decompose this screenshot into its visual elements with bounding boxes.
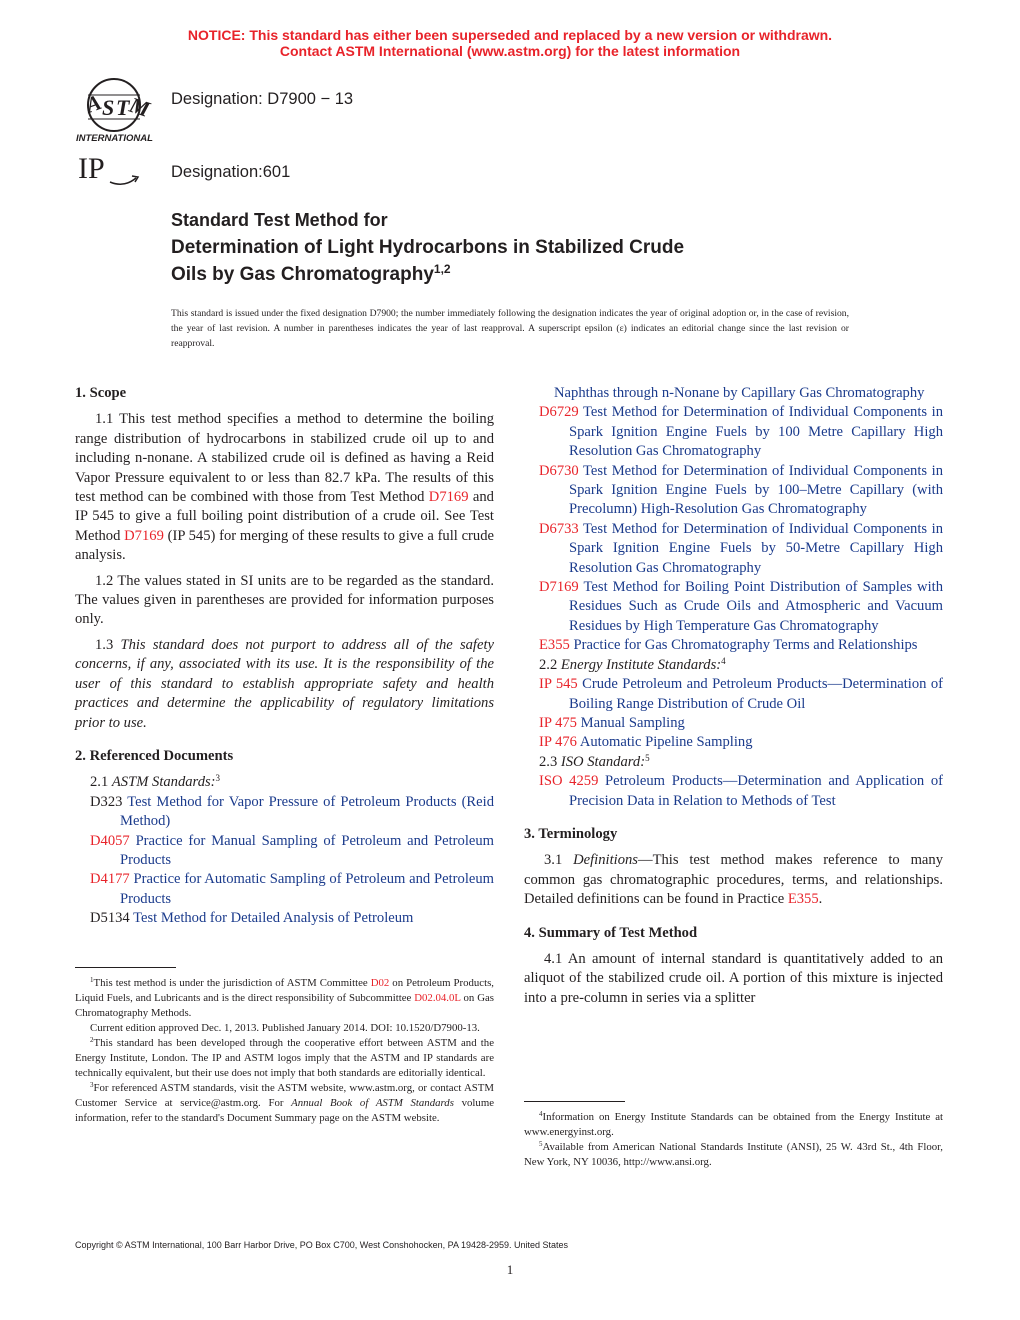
terminology-para-3-1: 3.1 Definitions—This test method makes reference to many common gas chromatographic procedures, terms, and relationships. Detailed definitions can be found in Practice E355. [524,852,944,908]
footnote-2: $^2$This standard has been developed through the cooperative effort between ASTM and the Energy Institute, London. The IP and ASTM logos imply that the ASTM and IP standards are technically equivalent, but their use does not imply that both standards are editorially identical. [75,1036,494,1079]
link-d7169-2[interactable]: D7169 [124,527,164,544]
link-d6730[interactable]: Test Method for Determination of Individual Components in Spark Ignition Engine Fuels by 100–Metre Capillary (with Precolumn) High-Resolution Gas Chromatography [569,462,943,518]
link-e355[interactable]: Practice for Gas Chromatography Terms and Relationships [573,637,918,654]
section-terminology-heading: 3. Terminology [524,825,618,842]
page-number: 1 [506,1262,514,1277]
section-refdocs-heading: 2. Referenced Documents [75,747,234,764]
link-d02-04-0l[interactable]: D02.04.0L [414,992,461,1004]
title-line-2: Determination of Light Hydrocarbons in Stabilized Crude [171,237,685,258]
section-scope-heading: 1. Scope [75,385,127,401]
ref-ip476: IP 476 Automatic Pipeline Sampling [539,734,753,751]
svg-text:T: T [116,95,130,120]
ip-logo [76,152,142,188]
ip-logo-text: IP [78,152,105,185]
ref-d6733: D6733 Test Method for Determination of Individual Components in Spark Ignition Engine Fuels by 50-Metre Capillary High Resolution Gas Chromatography [539,520,943,576]
scope-para-1-2: 1.2 The values stated in SI units are to be regarded as the standard. The values given in parentheses are provided for information purposes only. [75,572,494,628]
link-d02[interactable]: D02 [370,977,390,989]
footnotes-right [524,1110,943,1170]
footnotes-left [75,976,494,1126]
ref-d7169: D7169 Test Method for Boiling Point Distribution of Samples with Residues Such as Crude Oils and Atmospheric and Vacuum Residues by High Temperature Gas Chromatography [539,579,943,634]
ei-standards-label: 2.2 Energy Institute Standards:$^4$ [539,655,726,673]
footnote-rule-right [524,1101,625,1102]
footnote-rule-left [75,967,176,968]
astm-standards-label: 2.1 ASTM Standards:$^3$ [90,773,221,791]
footnote-1: $^1$This test method is under the jurisdiction of ASTM Committee D02 on Petroleum Products, Liquid Fuels, and Lubricants and is the direct responsibility of Subcommittee D02.04.0L on Gas Chromatography Methods. [75,976,494,1019]
astm-logo [72,75,160,147]
ref-d5134: D5134 Test Method for Detailed Analysis of Petroleum [90,910,414,927]
ref-d4057: D4057 Practice for Manual Sampling of Petroleum and Petroleum Products [90,832,494,868]
link-d4177[interactable]: Practice for Automatic Sampling of Petroleum and Petroleum Products [120,871,494,907]
ref-ip545: IP 545 Crude Petroleum and Petroleum Products—Determination of Boiling Range Distribution of Crude Oil [539,676,943,712]
ref-d6729: D6729 Test Method for Determination of Individual Components in Spark Ignition Engine Fuels by 100 Metre Capillary High Resolution Gas Chromatography [539,404,943,460]
link-d7169-ref[interactable]: Test Method for Boiling Point Distribution of Samples with Residues Such as Crude Oils and Atmospheric and Vacuum Residues by High Temperature Gas Chromatography [569,579,943,634]
ref-d4177: D4177 Practice for Automatic Sampling of Petroleum and Petroleum Products [90,871,494,907]
notice-line-1: NOTICE: This standard has either been superseded and replaced by a new version or withdrawn. [187,27,833,43]
section-summary-heading: 4. Summary of Test Method [524,924,698,941]
svg-text:M: M [126,91,153,122]
document-title [171,207,684,288]
notice-line-2: Contact ASTM International (www.astm.org) for the latest information [279,43,741,59]
link-ip476[interactable]: Automatic Pipeline Sampling [579,734,753,751]
link-ip475[interactable]: Manual Sampling [580,714,685,731]
right-column [524,384,943,1014]
astm-logo-text: INTERNATIONAL [76,133,153,144]
svg-text:A: A [82,89,105,118]
title-footnote-ref: 1,2 [433,262,451,276]
ref-d323: D323 Test Method for Vapor Pressure of Petroleum Products (Reid Method) [90,793,494,830]
footnote-5: $^5$Available from American National Standards Institute (ANSI), 25 W. 43rd St., 4th Floor, New York, NY 10036, http://www.ansi.org. [524,1140,943,1168]
summary-para-4-1: 4.1 An amount of internal standard is quantitatively added to an aliquot of the stabilized crude oil. A portion of this mixture is injected into a pre-column in series via a splitter [524,950,943,1006]
link-iso4259[interactable]: Petroleum Products—Determination and Application of Precision Data in Relation to Methods of Test [569,773,943,809]
footnote-3: $^3$For referenced ASTM standards, visit the ASTM website, www.astm.org, or contact ASTM Customer Service at service@astm.org. For Annual Book of ASTM Standards volume information, refer to the standard's Document Summary page on the ASTM website. [75,1081,495,1124]
link-d4057[interactable]: Practice for Manual Sampling of Petroleum and Petroleum Products [120,832,494,868]
ref-iso4259: ISO 4259 Petroleum Products—Determination and Application of Precision Data in Relation to Methods of Test [539,773,943,809]
scope-para-1-1: 1.1 This test method specifies a method to determine the boiling range distribution of hydrocarbons in stabilized crude oil up to and including n-nonane. A stabilized crude oil is defined as having a Reid Vapor Pressure equivalent to or less than 82.7 kPa. The results of this test method can be combined with those from Test Method D7169 and IP 545 to give a full boiling point distribution of a crude oil. See Test Method D7169 (IP 545) for merging of these results to give a full crude analysis. [75,411,494,564]
link-d5134-cont[interactable]: Naphthas through n-Nonane by Capillary Gas Chromatography [554,385,925,401]
intro-paragraph: This standard is issued under the fixed designation D7900; the number immediately following the designation indicates the year of original adoption or, in the case of revision, the year of last revision. A number in parentheses indicates the year of last reapproval. A superscript epsilon (ε) indicates an editorial change since the last revision or reapproval. [171,308,849,349]
link-d323[interactable]: Test Method for Vapor Pressure of Petroleum Products (Reid Method) [120,793,494,830]
link-d5134[interactable]: Test Method for Detailed Analysis of Petroleum [133,910,414,927]
ref-e355: E355 Practice for Gas Chromatography Terms and Relationships [539,637,918,654]
astm-designation: Designation: D7900 − 13 [171,90,354,108]
copyright-line: Copyright © ASTM International, 100 Barr Harbor Drive, PO Box C700, West Conshohocken, PA 19428-2959. United States [75,1240,569,1250]
footnote-4: $^4$Information on Energy Institute Standards can be obtained from the Energy Institute at www.energyinst.org. [524,1110,943,1138]
scope-para-1-3: 1.3 This standard does not purport to address all of the safety concerns, if any, associated with its use. It is the responsibility of the user of this standard to establish appropriate safety and health practices and determine the applicability of regulatory limitations prior to use. [75,636,494,731]
link-ip545[interactable]: Crude Petroleum and Petroleum Products—Determination of Boiling Range Distribution of Crude Oil [569,676,943,712]
iso-standard-label: 2.3 ISO Standard:$^5$ [539,752,650,770]
svg-text:S: S [102,95,115,120]
link-e355-2[interactable]: E355 [787,891,819,908]
title-line-3: Oils by Gas Chromatography$^{1,2}$ [171,262,451,285]
left-column [75,384,494,929]
ref-ip475: IP 475 Manual Sampling [539,714,685,731]
link-d7169[interactable]: D7169 [428,489,469,506]
ref-d5134-cont [539,384,943,403]
link-d6733[interactable]: Test Method for Determination of Individual Components in Spark Ignition Engine Fuels by 50-Metre Capillary High Resolution Gas Chromatography [569,520,943,576]
link-d6729[interactable]: Test Method for Determination of Individual Components in Spark Ignition Engine Fuels by 100 Metre Capillary High Resolution Gas Chromatography [569,404,943,460]
title-line-1: Standard Test Method for [171,210,388,230]
footnote-1-edition: Current edition approved Dec. 1, 2013. Published January 2014. DOI: 10.1520/D7900-13. [90,1022,480,1034]
ip-designation: Designation:601 [171,163,291,181]
ref-d6730: D6730 Test Method for Determination of Individual Components in Spark Ignition Engine Fuels by 100–Metre Capillary (with Precolumn) High-Resolution Gas Chromatography [539,462,943,518]
withdrawal-notice [0,27,1020,59]
